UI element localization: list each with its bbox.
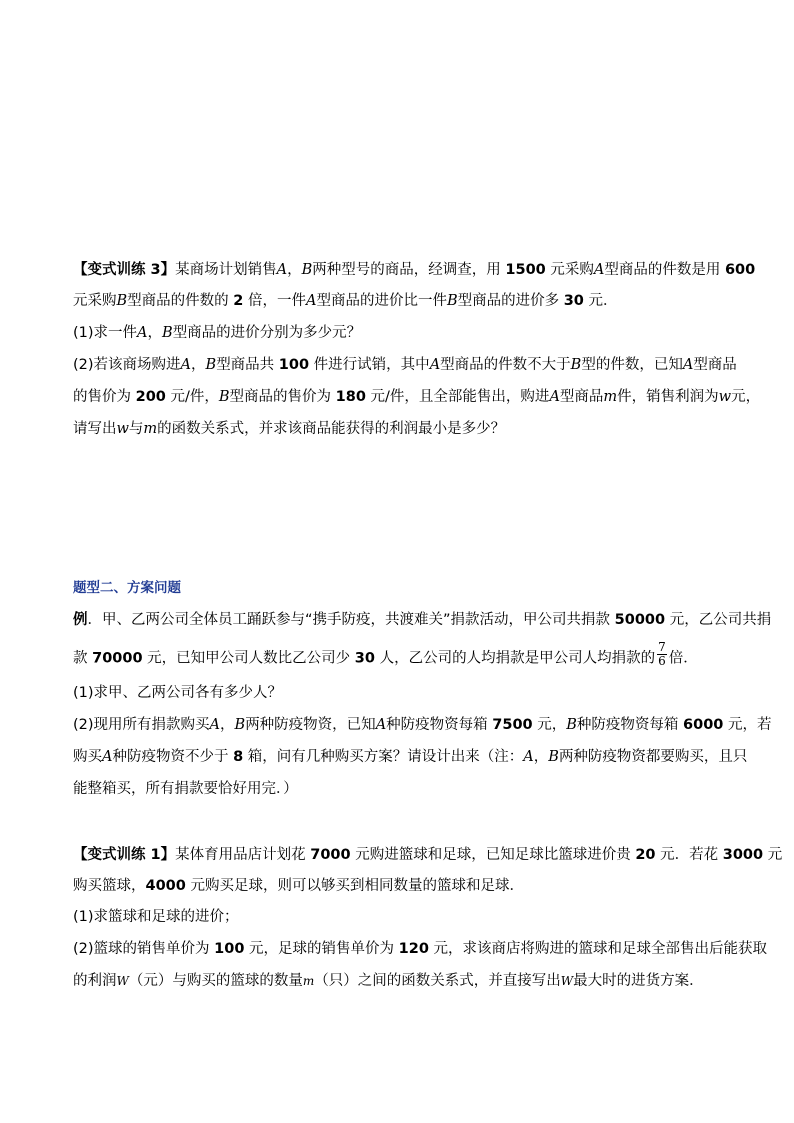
problem-3-question-2-line-1: (2)若该商场购进A，B型商品共 100 件进行试销，其中A型商品的件数不大于B型的件数，已知A型商品 <box>73 357 737 373</box>
problem-1-question-2-line-2: 的利润W（元）与购买的篮球的数量m（只）之间的函数关系式，并直接写出W最大时的进货方案． <box>73 973 704 989</box>
problem-1-line-2: 购买篮球，4000 元购买足球，则可以够买到相同数量的篮球和足球． <box>73 878 524 894</box>
example-label: 例 <box>73 612 88 628</box>
example-question-1: (1)求甲、乙两公司各有多少人？ <box>73 685 283 701</box>
problem-1-line-1: 【变式训练 1】某体育用品店计划花 7000 元购进篮球和足球，已知足球比篮球进价贵 20 元．若花 3000 元 <box>73 847 783 863</box>
problem-label: 【变式训练 3】 <box>73 262 176 278</box>
example-question-2-line-1: (2)现用所有捐款购买A，B两种防疫物资，已知A种防疫物资每箱 7500 元，B种防疫物资每箱 6000 元，若 <box>73 717 772 733</box>
problem-3-question-2-line-3: 请写出w与m的函数关系式，并求该商品能获得的利润最小是多少？ <box>73 421 506 437</box>
problem-3-line-1: 【变式训练 3】某商场计划销售A，B两种型号的商品，经调查，用 1500 元采购A型商品的件数是用 600 <box>73 262 756 278</box>
problem-3-question-2-line-2: 的售价为 200 元/件，B型商品的售价为 180 元/件，且全部能售出，购进A型商品m件，销售利润为w元， <box>73 389 761 405</box>
problem-3-question-1: (1)求一件A，B型商品的进价分别为多少元？ <box>73 325 362 341</box>
problem-label: 【变式训练 1】 <box>73 847 176 863</box>
example-question-2-line-3: 能整箱买，所有捐款要恰好用完．） <box>73 781 298 797</box>
example-line-2: 款 70000 元，已知甲公司人数比乙公司少 30 人，乙公司的人均捐款是甲公司人均捐款的 $\frac{7}{6}$ 倍． <box>73 640 698 668</box>
example-question-2-line-2: 购买A种防疫物资不少于 8 箱，问有几种购买方案？请设计出来（注：A，B两种防疫物资都要购买，且只 <box>73 749 748 765</box>
problem-3-line-2: 元采购B型商品的件数的 2 倍，一件A型商品的进价比一件B型商品的进价多 30 元． <box>73 293 618 309</box>
section-heading: 题型二、方案问题 <box>73 580 181 596</box>
problem-1-question-1: (1)求篮球和足球的进价； <box>73 909 239 925</box>
example-line-1: 例．甲、乙两公司全体员工踊跃参与“携手防疫，共渡难关”捐款活动，甲公司共捐款 50000 元，乙公司共捐 <box>73 612 772 628</box>
fraction-seven-sixths: $\frac{7}{6}$ <box>658 640 666 668</box>
problem-1-question-2-line-1: (2)篮球的销售单价为 100 元，足球的销售单价为 120 元，求该商店将购进的篮球和足球全部售出后能获取 <box>73 941 768 957</box>
